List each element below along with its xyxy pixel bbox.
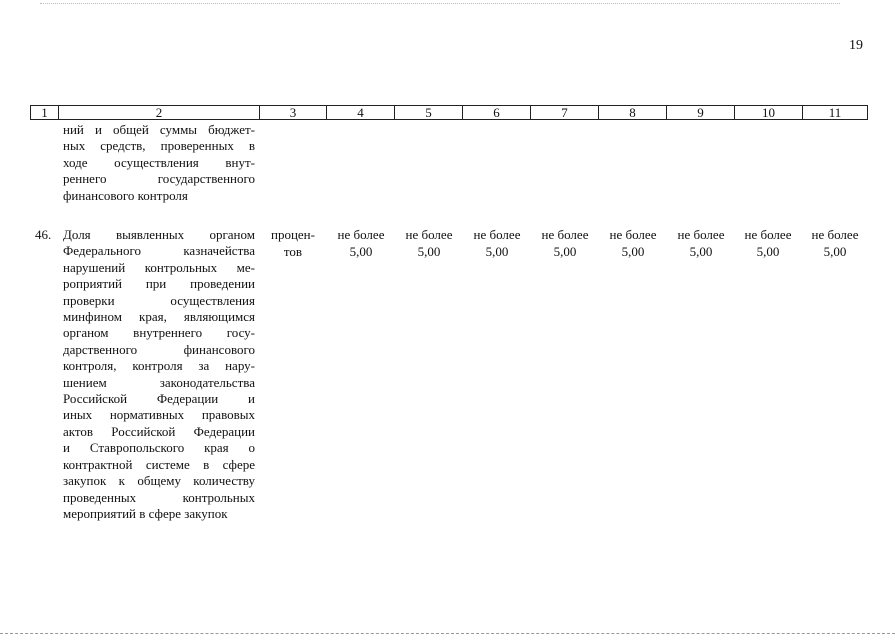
header-cell-10: 10 [734,105,803,120]
description-line: минфином края, являющимся [63,309,255,325]
description-line: роприятий при проведении [63,276,255,292]
description-line: мероприятий в сфере закупок [63,505,228,521]
value-label: не более [609,227,657,242]
value-number: 5,00 [553,243,577,259]
value-number: 5,00 [417,243,441,259]
description-line: контроля, контроля за нару- [63,358,255,374]
value-label: не более [473,227,521,242]
description-line: и Ставропольского края о [63,440,255,456]
header-cell-11: 11 [802,105,868,120]
value-label: не более [337,227,385,242]
continuation-line: реннего государственного [63,171,255,187]
value-number: 5,00 [485,243,509,259]
unit-line: тов [283,243,303,259]
continuation-line: ний и общей суммы бюджет- [63,122,255,137]
continuation-line: ходе осуществления внут- [63,154,255,170]
scan-edge-bottom [0,633,895,634]
unit-line: процен- [271,227,315,242]
description-line: иных нормативных правовых [63,407,255,423]
header-cell-8: 8 [598,105,667,120]
description-line: Доля выявленных органом [63,227,255,242]
value-cell-col11 [803,227,867,260]
header-cell-9: 9 [666,105,735,120]
unit-of-measure [262,227,324,260]
description-line: проверки осуществления [63,292,255,308]
value-cell-col4 [329,227,393,260]
value-number: 5,00 [621,243,645,259]
value-cell-col7 [533,227,597,260]
continuation-line: финансового контроля [63,187,188,203]
header-cell-5: 5 [394,105,463,120]
value-label: не более [541,227,589,242]
value-label: не более [405,227,453,242]
value-cell-col9 [669,227,733,260]
value-cell-col5 [397,227,461,260]
description-line: Российской Федерации и [63,391,255,407]
value-number: 5,00 [756,243,780,259]
value-label: не более [677,227,725,242]
description-line: шением законодательства [63,374,255,390]
value-number: 5,00 [349,243,373,259]
row-46-description [63,227,255,522]
header-cell-3: 3 [259,105,327,120]
row-number: 46. [35,227,52,242]
description-line: нарушений контрольных ме- [63,259,255,275]
description-line: закупок к общему количеству [63,473,255,489]
table-header-row [30,105,868,120]
description-line: актов Российской Федерации [63,423,255,439]
description-line: Федерального казначейства [63,243,255,259]
value-cell-col8 [601,227,665,260]
description-line: контрактной системе в сфере [63,456,255,472]
header-cell-6: 6 [462,105,531,120]
page-number: 19 [849,38,863,53]
continuation-text [63,122,255,204]
value-cell-col6 [465,227,529,260]
header-cell-4: 4 [326,105,395,120]
value-number: 5,00 [823,243,847,259]
description-line: органом внутреннего госу- [63,325,255,341]
continuation-line: ных средств, проверенных в [63,138,255,154]
description-line: дарственного финансового [63,341,255,357]
value-label: не более [811,227,859,242]
value-cell-col10 [736,227,800,260]
header-cell-2: 2 [58,105,260,120]
description-line: проведенных контрольных [63,489,255,505]
scan-edge-top [40,3,840,4]
header-cell-7: 7 [530,105,599,120]
value-number: 5,00 [689,243,713,259]
value-label: не более [744,227,792,242]
header-cell-1: 1 [30,105,59,120]
